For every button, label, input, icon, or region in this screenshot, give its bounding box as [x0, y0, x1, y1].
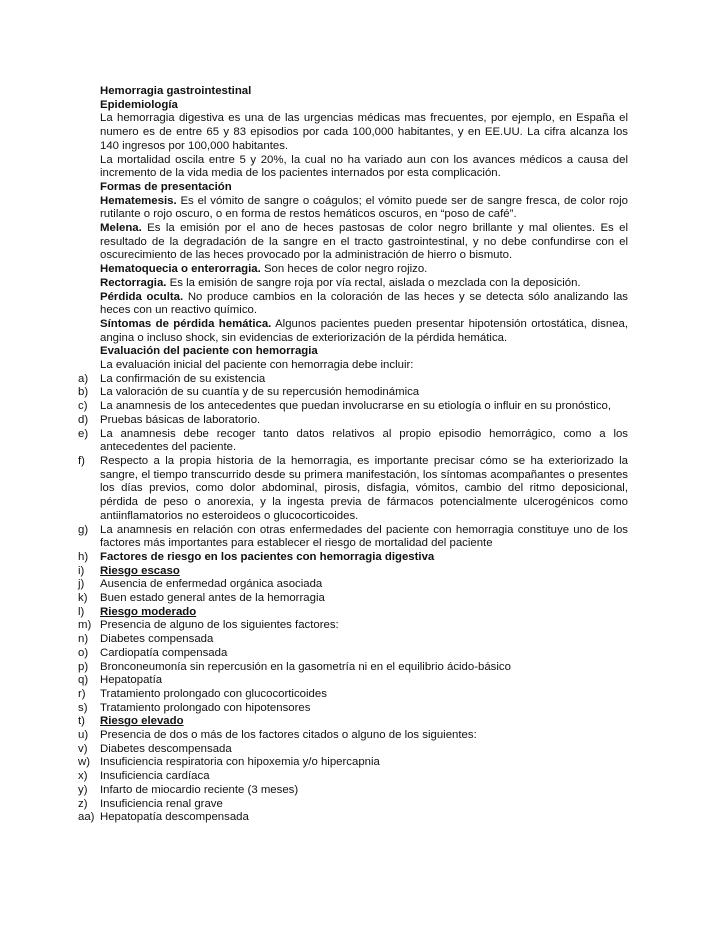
list-item-text: Hepatopatía descompensada [100, 811, 249, 824]
list-item-text: Infarto de miocardio reciente (3 meses) [100, 783, 299, 796]
forma-item [100, 291, 628, 318]
list-item [78, 742, 628, 757]
list-item [78, 427, 628, 455]
list-item-text: Riesgo moderado [100, 605, 197, 618]
list-marker: r) [78, 687, 86, 700]
list-item-text: La anamnesis en relación con otras enfermedades del paciente con hemorragia constituye uno de los factores más importantes para establecer el riesgo de mortalidad del paciente [100, 523, 628, 550]
list-item-text: Cardiopatía compensada [100, 646, 228, 659]
list-marker: u) [78, 729, 89, 742]
list-item-text: Hepatopatía [100, 674, 163, 687]
list-marker: a) [78, 372, 89, 385]
forma-term: Rectorragia. [100, 276, 167, 289]
forma-text: Es el vómito de sangre o coágulos; el vómito puede ser de sangre fresca, de color rojo rutilante o rojo oscuro, o en forma de restos hemáticos oscuros, en “poso de café”. [100, 194, 628, 221]
list-marker: aa) [78, 811, 95, 824]
formas-heading: Formas de presentación [100, 180, 232, 193]
list-marker: p) [78, 660, 89, 673]
list-marker: l) [78, 605, 85, 618]
list-marker: x) [78, 770, 88, 783]
evaluacion-intro: La evaluación inicial del paciente con hemorragia debe incluir: [100, 359, 414, 372]
epidemiologia-heading: Epidemiología [100, 98, 178, 111]
forma-item [100, 195, 628, 222]
list-item [78, 811, 628, 825]
list-item [78, 797, 628, 812]
list-marker: e) [78, 427, 89, 440]
list-item-text: Riesgo escaso [100, 564, 180, 577]
list-item-text: Insuficiencia respiratoria con hipoxemia y/o hipercapnia [100, 756, 380, 769]
list-item [78, 372, 628, 387]
list-item [78, 605, 628, 620]
list-item [78, 715, 628, 729]
list-item [78, 550, 628, 565]
list-item-text: Bronconeumonía sin repercusión en la gasometría ni en el equilibrio ácido-básico [100, 660, 511, 673]
list-marker: v) [78, 742, 88, 755]
list-item-text: La confirmación de su existencia [100, 372, 266, 385]
list-item-text: Presencia de alguno de los siguientes factores: [100, 619, 339, 632]
forma-text: Es la emisión por el ano de heces pastosas de color negro brillante y mal olientes. Es el resultado de la degradación de la sangre en el tracto gastrointestinal, y no debe confundirse con el oscurecimiento de las heces provocado por la administración de hierro o bismuto. [100, 222, 628, 262]
forma-term: Melena. [100, 222, 142, 235]
list-item-text: Tratamiento prolongado con hipotensores [100, 701, 311, 714]
list-marker: m) [78, 619, 92, 632]
list-item-text: La anamnesis debe recoger tanto datos relativos al propio episodio hemorrágico, como a los antecedentes del paciente. [100, 427, 628, 454]
list-item [78, 756, 628, 770]
list-marker: c) [78, 400, 88, 413]
list-item-text: Diabetes descompensada [100, 742, 232, 755]
list-marker: s) [78, 701, 88, 714]
forma-item [100, 263, 628, 277]
list-item [78, 413, 628, 428]
list-item [78, 523, 628, 551]
list-item-text: Insuficiencia cardíaca [100, 770, 210, 783]
list-marker: n) [78, 633, 89, 646]
list-marker: z) [78, 797, 88, 810]
list-item-text: Buen estado general antes de la hemorragia [100, 592, 325, 605]
list-marker: y) [78, 783, 88, 796]
list-item-text: Presencia de dos o más de los factores citados o alguno de los siguientes: [100, 729, 477, 742]
list-item [78, 386, 628, 400]
list-item [78, 564, 628, 579]
list-marker: b) [78, 386, 89, 399]
list-item [78, 454, 628, 524]
list-marker: d) [78, 413, 89, 426]
list-item [78, 783, 628, 798]
forma-item [100, 222, 628, 263]
list-marker: i) [78, 564, 85, 577]
forma-text: No produce cambios en la coloración de las heces y se detecta sólo analizando las heces con un reactivo químico. [100, 290, 628, 317]
epidemiologia-paragraph: La mortalidad oscila entre 5 y 20%, la cual no ha variado aun con los avances médicos a causa del incremento de la vida media de los pacientes internados por esta complicación. [100, 153, 628, 180]
list-item [78, 674, 628, 688]
list-item-text: Respecto a la propia historia de la hemorragia, es importante precisar cómo se ha exteriorizado la sangre, el tiempo transcurrido desde su primera manifestación, los síntomas acompañantes o presentes los días previos, como dolor abdominal, pirosis, disfagia, vómitos, cambio del ritmo deposicional, pérdida de peso o anorexia, y la ingesta previa de fármacos potencialmente ulcerogénicos como antiinflamatorios no esteroideos o glucocorticoides. [100, 454, 628, 522]
forma-item [100, 277, 628, 291]
list-item-text: Diabetes compensada [100, 633, 214, 646]
evaluation-list [78, 372, 628, 825]
list-item [78, 701, 628, 716]
list-item [78, 400, 628, 414]
list-marker: f) [78, 454, 85, 467]
list-item-text: La valoración de su cuantía y de su repercusión hemodinámica [100, 386, 420, 399]
list-marker: t) [78, 715, 85, 728]
list-item [78, 687, 628, 702]
list-item-text: Insuficiencia renal grave [100, 797, 223, 810]
list-marker: j) [78, 578, 85, 591]
forma-item [100, 318, 628, 345]
list-marker: g) [78, 523, 89, 536]
list-item [78, 770, 628, 784]
forma-term: Síntomas de pérdida hemática. [100, 317, 272, 330]
evaluacion-heading: Evaluación del paciente con hemorragia [100, 345, 318, 358]
list-item-text: Factores de riesgo en los pacientes con hemorragia digestiva [100, 550, 435, 563]
epidemiologia-paragraph: La hemorragia digestiva es una de las urgencias médicas mas frecuentes, por ejemplo, en España el numero es de entre 65 y 83 episodios por cada 100,000 habitantes, y en EE.UU. La cifra alcanza los 140 ingresos por 100,000 habitantes. [100, 112, 628, 152]
document-body [78, 85, 628, 825]
list-marker: q) [78, 674, 89, 687]
list-item-text: La anamnesis de los antecedentes que puedan involucrarse en su etiología o influir en su pronóstico, [100, 400, 612, 413]
list-item-text: Ausencia de enfermedad orgánica asociada [100, 578, 323, 591]
list-item-text: Tratamiento prolongado con glucocorticoides [100, 687, 327, 700]
forma-term: Pérdida oculta. [100, 290, 184, 303]
list-item-text: Riesgo elevado [100, 715, 184, 728]
list-item-text: Pruebas básicas de laboratorio. [100, 413, 261, 426]
list-item [78, 578, 628, 592]
list-marker: w) [78, 756, 91, 769]
forma-text: Algunos pacientes pueden presentar hipotensión ortostática, disnea, angina o incluso shock, sin evidencias de exteriorización de la pérdida hemática. [100, 317, 628, 344]
list-marker: o) [78, 646, 89, 659]
forma-term: Hematemesis. [100, 194, 177, 207]
list-item [78, 729, 628, 743]
list-item [78, 646, 628, 661]
forma-text: Son heces de color negro rojizo. [260, 263, 428, 276]
list-marker: k) [78, 592, 88, 605]
list-item [78, 592, 628, 606]
forma-term: Hematoquecia o enterorragia. [100, 263, 261, 276]
document-title: Hemorragia gastrointestinal [100, 85, 252, 97]
forma-text: Es la emisión de sangre roja por vía rectal, aislada o mezclada con la deposición. [166, 276, 581, 289]
list-marker: h) [78, 550, 89, 563]
list-item [78, 619, 628, 633]
list-item [78, 633, 628, 647]
list-item [78, 660, 628, 675]
